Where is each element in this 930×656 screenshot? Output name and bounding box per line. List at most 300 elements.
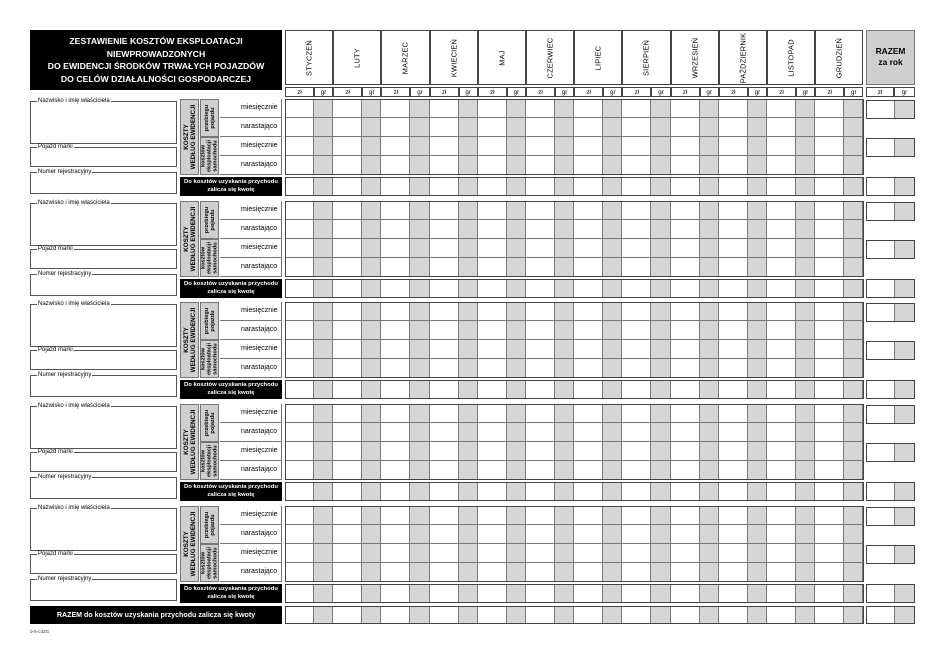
amount-zl-cell[interactable] xyxy=(430,239,459,258)
amount-gr-cell[interactable] xyxy=(700,380,719,399)
amount-gr-cell[interactable] xyxy=(700,177,719,196)
amount-zl-cell[interactable] xyxy=(815,201,844,220)
amount-gr-cell[interactable] xyxy=(700,156,719,175)
registration-number-field[interactable] xyxy=(30,372,177,397)
registration-number-field[interactable] xyxy=(30,474,177,499)
amount-zl-cell[interactable] xyxy=(671,156,700,175)
amount-zl-cell[interactable] xyxy=(430,506,459,525)
amount-zl-cell[interactable] xyxy=(285,118,314,137)
amount-gr-cell[interactable] xyxy=(459,177,478,196)
amount-zl-cell[interactable] xyxy=(285,442,314,461)
amount-gr-cell[interactable] xyxy=(362,461,381,480)
amount-gr-cell[interactable] xyxy=(459,544,478,563)
amount-gr-cell[interactable] xyxy=(507,461,526,480)
amount-gr-cell[interactable] xyxy=(314,563,333,582)
amount-zl-cell[interactable] xyxy=(767,201,796,220)
grand-total-zl-cell[interactable] xyxy=(574,606,603,624)
amount-gr-cell[interactable] xyxy=(507,482,526,501)
amount-zl-cell[interactable] xyxy=(478,220,507,239)
amount-gr-cell[interactable] xyxy=(796,380,815,399)
amount-zl-cell[interactable] xyxy=(815,340,844,359)
grand-total-zl-cell[interactable] xyxy=(815,606,844,624)
amount-gr-cell[interactable] xyxy=(507,442,526,461)
amount-zl-cell[interactable] xyxy=(574,506,603,525)
owner-name-field[interactable] xyxy=(30,301,177,347)
amount-gr-cell[interactable] xyxy=(507,201,526,220)
amount-gr-cell[interactable] xyxy=(410,321,429,340)
amount-gr-cell[interactable] xyxy=(796,359,815,378)
amount-gr-cell[interactable] xyxy=(555,201,574,220)
amount-zl-cell[interactable] xyxy=(574,239,603,258)
amount-gr-cell[interactable] xyxy=(700,302,719,321)
grand-total-gr-cell[interactable] xyxy=(844,606,863,624)
amount-zl-cell[interactable] xyxy=(333,220,362,239)
amount-zl-cell[interactable] xyxy=(430,340,459,359)
amount-zl-cell[interactable] xyxy=(285,220,314,239)
amount-gr-cell[interactable] xyxy=(844,177,863,196)
amount-gr-cell[interactable] xyxy=(844,442,863,461)
amount-zl-cell[interactable] xyxy=(622,201,651,220)
grand-total-zl-cell[interactable] xyxy=(478,606,507,624)
amount-gr-cell[interactable] xyxy=(507,544,526,563)
amount-gr-cell[interactable] xyxy=(603,302,622,321)
amount-zl-cell[interactable] xyxy=(430,118,459,137)
amount-zl-cell[interactable] xyxy=(574,525,603,544)
amount-gr-cell[interactable] xyxy=(748,544,767,563)
amount-zl-cell[interactable] xyxy=(430,544,459,563)
owner-name-field[interactable] xyxy=(30,98,177,144)
amount-gr-cell[interactable] xyxy=(603,239,622,258)
amount-zl-cell[interactable] xyxy=(671,321,700,340)
grand-total-gr-cell[interactable] xyxy=(410,606,429,624)
amount-zl-cell[interactable] xyxy=(767,404,796,423)
amount-zl-cell[interactable] xyxy=(381,563,410,582)
amount-gr-cell[interactable] xyxy=(362,99,381,118)
amount-zl-cell[interactable] xyxy=(526,525,555,544)
amount-gr-cell[interactable] xyxy=(314,461,333,480)
amount-zl-cell[interactable] xyxy=(430,423,459,442)
amount-zl-cell[interactable] xyxy=(671,482,700,501)
amount-gr-cell[interactable] xyxy=(844,302,863,321)
grand-total-zl-cell[interactable] xyxy=(430,606,459,624)
amount-zl-cell[interactable] xyxy=(478,404,507,423)
amount-gr-cell[interactable] xyxy=(796,258,815,277)
amount-zl-cell[interactable] xyxy=(285,584,314,603)
amount-gr-cell[interactable] xyxy=(651,482,670,501)
amount-zl-cell[interactable] xyxy=(478,340,507,359)
amount-zl-cell[interactable] xyxy=(719,563,748,582)
amount-zl-cell[interactable] xyxy=(526,340,555,359)
amount-gr-cell[interactable] xyxy=(555,380,574,399)
amount-zl-cell[interactable] xyxy=(719,544,748,563)
amount-zl-cell[interactable] xyxy=(381,177,410,196)
grand-total-razem-field[interactable] xyxy=(866,606,915,624)
amount-zl-cell[interactable] xyxy=(622,340,651,359)
amount-gr-cell[interactable] xyxy=(651,258,670,277)
amount-zl-cell[interactable] xyxy=(719,118,748,137)
vehicle-make-field[interactable] xyxy=(30,144,177,167)
amount-zl-cell[interactable] xyxy=(526,423,555,442)
amount-gr-cell[interactable] xyxy=(700,321,719,340)
amount-zl-cell[interactable] xyxy=(719,239,748,258)
amount-zl-cell[interactable] xyxy=(574,258,603,277)
amount-gr-cell[interactable] xyxy=(314,302,333,321)
owner-name-field[interactable] xyxy=(30,403,177,449)
amount-gr-cell[interactable] xyxy=(844,584,863,603)
amount-zl-cell[interactable] xyxy=(333,359,362,378)
amount-zl-cell[interactable] xyxy=(526,584,555,603)
amount-gr-cell[interactable] xyxy=(459,423,478,442)
amount-gr-cell[interactable] xyxy=(314,544,333,563)
amount-zl-cell[interactable] xyxy=(671,220,700,239)
amount-zl-cell[interactable] xyxy=(574,220,603,239)
amount-gr-cell[interactable] xyxy=(507,584,526,603)
amount-zl-cell[interactable] xyxy=(574,156,603,175)
amount-zl-cell[interactable] xyxy=(815,137,844,156)
amount-gr-cell[interactable] xyxy=(844,156,863,175)
amount-gr-cell[interactable] xyxy=(651,404,670,423)
amount-zl-cell[interactable] xyxy=(381,404,410,423)
amount-zl-cell[interactable] xyxy=(381,99,410,118)
amount-gr-cell[interactable] xyxy=(844,506,863,525)
amount-zl-cell[interactable] xyxy=(285,506,314,525)
amount-zl-cell[interactable] xyxy=(333,302,362,321)
amount-gr-cell[interactable] xyxy=(555,461,574,480)
amount-zl-cell[interactable] xyxy=(333,177,362,196)
vehicle-make-field[interactable] xyxy=(30,449,177,472)
amount-zl-cell[interactable] xyxy=(574,380,603,399)
amount-zl-cell[interactable] xyxy=(622,380,651,399)
grand-total-gr-cell[interactable] xyxy=(362,606,381,624)
amount-gr-cell[interactable] xyxy=(410,584,429,603)
amount-gr-cell[interactable] xyxy=(410,544,429,563)
amount-gr-cell[interactable] xyxy=(362,544,381,563)
razem-total-field[interactable] xyxy=(866,545,915,564)
amount-gr-cell[interactable] xyxy=(603,137,622,156)
razem-total-field[interactable] xyxy=(866,443,915,462)
amount-zl-cell[interactable] xyxy=(526,239,555,258)
amount-gr-cell[interactable] xyxy=(507,137,526,156)
amount-gr-cell[interactable] xyxy=(362,506,381,525)
amount-zl-cell[interactable] xyxy=(671,99,700,118)
amount-gr-cell[interactable] xyxy=(555,302,574,321)
amount-zl-cell[interactable] xyxy=(430,177,459,196)
amount-gr-cell[interactable] xyxy=(796,201,815,220)
amount-gr-cell[interactable] xyxy=(700,220,719,239)
amount-zl-cell[interactable] xyxy=(381,506,410,525)
amount-zl-cell[interactable] xyxy=(767,177,796,196)
amount-zl-cell[interactable] xyxy=(767,482,796,501)
amount-gr-cell[interactable] xyxy=(507,177,526,196)
amount-zl-cell[interactable] xyxy=(671,118,700,137)
amount-zl-cell[interactable] xyxy=(381,321,410,340)
amount-gr-cell[interactable] xyxy=(507,258,526,277)
amount-zl-cell[interactable] xyxy=(478,442,507,461)
amount-gr-cell[interactable] xyxy=(796,99,815,118)
amount-gr-cell[interactable] xyxy=(796,525,815,544)
amount-gr-cell[interactable] xyxy=(507,423,526,442)
amount-zl-cell[interactable] xyxy=(574,404,603,423)
amount-gr-cell[interactable] xyxy=(748,220,767,239)
amount-zl-cell[interactable] xyxy=(815,380,844,399)
amount-zl-cell[interactable] xyxy=(815,156,844,175)
razem-total-field[interactable] xyxy=(866,202,915,221)
grand-total-gr-cell[interactable] xyxy=(603,606,622,624)
amount-gr-cell[interactable] xyxy=(459,239,478,258)
amount-gr-cell[interactable] xyxy=(700,99,719,118)
amount-gr-cell[interactable] xyxy=(796,302,815,321)
amount-gr-cell[interactable] xyxy=(507,380,526,399)
amount-zl-cell[interactable] xyxy=(574,118,603,137)
amount-zl-cell[interactable] xyxy=(767,359,796,378)
amount-gr-cell[interactable] xyxy=(555,482,574,501)
amount-gr-cell[interactable] xyxy=(507,156,526,175)
amount-zl-cell[interactable] xyxy=(430,461,459,480)
amount-gr-cell[interactable] xyxy=(603,563,622,582)
amount-gr-cell[interactable] xyxy=(651,340,670,359)
amount-zl-cell[interactable] xyxy=(430,99,459,118)
amount-gr-cell[interactable] xyxy=(555,321,574,340)
amount-zl-cell[interactable] xyxy=(767,340,796,359)
amount-gr-cell[interactable] xyxy=(796,442,815,461)
amount-gr-cell[interactable] xyxy=(410,137,429,156)
amount-gr-cell[interactable] xyxy=(410,461,429,480)
amount-gr-cell[interactable] xyxy=(796,404,815,423)
amount-gr-cell[interactable] xyxy=(507,404,526,423)
amount-zl-cell[interactable] xyxy=(478,137,507,156)
amount-gr-cell[interactable] xyxy=(410,563,429,582)
amount-zl-cell[interactable] xyxy=(671,423,700,442)
amount-zl-cell[interactable] xyxy=(526,279,555,298)
razem-total-field[interactable] xyxy=(866,177,915,196)
amount-gr-cell[interactable] xyxy=(362,279,381,298)
amount-zl-cell[interactable] xyxy=(381,220,410,239)
amount-zl-cell[interactable] xyxy=(526,201,555,220)
amount-gr-cell[interactable] xyxy=(796,563,815,582)
amount-zl-cell[interactable] xyxy=(719,201,748,220)
amount-gr-cell[interactable] xyxy=(651,220,670,239)
amount-gr-cell[interactable] xyxy=(314,380,333,399)
amount-zl-cell[interactable] xyxy=(526,482,555,501)
amount-gr-cell[interactable] xyxy=(362,239,381,258)
amount-gr-cell[interactable] xyxy=(362,482,381,501)
amount-zl-cell[interactable] xyxy=(622,482,651,501)
amount-zl-cell[interactable] xyxy=(430,156,459,175)
amount-zl-cell[interactable] xyxy=(478,156,507,175)
amount-zl-cell[interactable] xyxy=(574,340,603,359)
amount-zl-cell[interactable] xyxy=(478,279,507,298)
amount-zl-cell[interactable] xyxy=(430,359,459,378)
amount-gr-cell[interactable] xyxy=(410,423,429,442)
amount-zl-cell[interactable] xyxy=(574,461,603,480)
owner-name-field[interactable] xyxy=(30,505,177,551)
amount-zl-cell[interactable] xyxy=(381,461,410,480)
amount-gr-cell[interactable] xyxy=(459,137,478,156)
amount-gr-cell[interactable] xyxy=(362,563,381,582)
amount-zl-cell[interactable] xyxy=(285,340,314,359)
amount-zl-cell[interactable] xyxy=(381,156,410,175)
amount-zl-cell[interactable] xyxy=(815,359,844,378)
amount-zl-cell[interactable] xyxy=(333,118,362,137)
amount-zl-cell[interactable] xyxy=(285,563,314,582)
amount-zl-cell[interactable] xyxy=(478,99,507,118)
amount-gr-cell[interactable] xyxy=(700,137,719,156)
amount-zl-cell[interactable] xyxy=(719,423,748,442)
amount-gr-cell[interactable] xyxy=(362,525,381,544)
amount-zl-cell[interactable] xyxy=(285,482,314,501)
amount-zl-cell[interactable] xyxy=(333,563,362,582)
amount-gr-cell[interactable] xyxy=(844,258,863,277)
amount-gr-cell[interactable] xyxy=(603,220,622,239)
amount-gr-cell[interactable] xyxy=(314,220,333,239)
amount-zl-cell[interactable] xyxy=(478,482,507,501)
amount-gr-cell[interactable] xyxy=(796,340,815,359)
amount-gr-cell[interactable] xyxy=(748,482,767,501)
amount-zl-cell[interactable] xyxy=(285,544,314,563)
amount-zl-cell[interactable] xyxy=(381,482,410,501)
amount-gr-cell[interactable] xyxy=(459,302,478,321)
amount-gr-cell[interactable] xyxy=(796,423,815,442)
amount-gr-cell[interactable] xyxy=(555,177,574,196)
amount-gr-cell[interactable] xyxy=(651,201,670,220)
amount-zl-cell[interactable] xyxy=(622,279,651,298)
razem-total-field[interactable] xyxy=(866,380,915,399)
amount-gr-cell[interactable] xyxy=(507,563,526,582)
amount-zl-cell[interactable] xyxy=(478,118,507,137)
amount-zl-cell[interactable] xyxy=(478,423,507,442)
amount-zl-cell[interactable] xyxy=(767,258,796,277)
amount-gr-cell[interactable] xyxy=(555,258,574,277)
amount-gr-cell[interactable] xyxy=(748,302,767,321)
amount-gr-cell[interactable] xyxy=(748,340,767,359)
amount-zl-cell[interactable] xyxy=(815,177,844,196)
amount-zl-cell[interactable] xyxy=(574,99,603,118)
amount-zl-cell[interactable] xyxy=(719,442,748,461)
amount-gr-cell[interactable] xyxy=(748,380,767,399)
amount-gr-cell[interactable] xyxy=(700,563,719,582)
amount-gr-cell[interactable] xyxy=(651,380,670,399)
razem-total-field[interactable] xyxy=(866,507,915,526)
amount-gr-cell[interactable] xyxy=(603,258,622,277)
amount-zl-cell[interactable] xyxy=(285,99,314,118)
amount-gr-cell[interactable] xyxy=(314,506,333,525)
amount-gr-cell[interactable] xyxy=(844,201,863,220)
amount-zl-cell[interactable] xyxy=(815,442,844,461)
amount-gr-cell[interactable] xyxy=(459,404,478,423)
amount-zl-cell[interactable] xyxy=(622,359,651,378)
amount-zl-cell[interactable] xyxy=(767,584,796,603)
amount-zl-cell[interactable] xyxy=(478,201,507,220)
vehicle-make-field[interactable] xyxy=(30,551,177,574)
grand-total-zl-cell[interactable] xyxy=(333,606,362,624)
amount-zl-cell[interactable] xyxy=(285,461,314,480)
amount-zl-cell[interactable] xyxy=(815,461,844,480)
amount-gr-cell[interactable] xyxy=(700,359,719,378)
amount-zl-cell[interactable] xyxy=(430,137,459,156)
amount-gr-cell[interactable] xyxy=(314,99,333,118)
amount-gr-cell[interactable] xyxy=(651,506,670,525)
amount-gr-cell[interactable] xyxy=(555,525,574,544)
amount-gr-cell[interactable] xyxy=(748,201,767,220)
amount-gr-cell[interactable] xyxy=(410,258,429,277)
amount-zl-cell[interactable] xyxy=(526,137,555,156)
amount-gr-cell[interactable] xyxy=(603,584,622,603)
amount-zl-cell[interactable] xyxy=(574,442,603,461)
amount-gr-cell[interactable] xyxy=(796,118,815,137)
amount-zl-cell[interactable] xyxy=(430,321,459,340)
amount-gr-cell[interactable] xyxy=(700,118,719,137)
amount-gr-cell[interactable] xyxy=(748,404,767,423)
amount-gr-cell[interactable] xyxy=(748,156,767,175)
amount-gr-cell[interactable] xyxy=(314,525,333,544)
amount-gr-cell[interactable] xyxy=(410,239,429,258)
amount-zl-cell[interactable] xyxy=(430,302,459,321)
amount-zl-cell[interactable] xyxy=(285,177,314,196)
amount-zl-cell[interactable] xyxy=(671,442,700,461)
amount-zl-cell[interactable] xyxy=(381,544,410,563)
amount-zl-cell[interactable] xyxy=(622,584,651,603)
amount-gr-cell[interactable] xyxy=(410,404,429,423)
grand-total-zl-cell[interactable] xyxy=(719,606,748,624)
amount-zl-cell[interactable] xyxy=(815,279,844,298)
amount-gr-cell[interactable] xyxy=(651,177,670,196)
amount-zl-cell[interactable] xyxy=(333,258,362,277)
amount-gr-cell[interactable] xyxy=(459,461,478,480)
amount-zl-cell[interactable] xyxy=(430,482,459,501)
amount-zl-cell[interactable] xyxy=(815,99,844,118)
amount-gr-cell[interactable] xyxy=(362,404,381,423)
amount-zl-cell[interactable] xyxy=(526,302,555,321)
amount-zl-cell[interactable] xyxy=(574,321,603,340)
amount-zl-cell[interactable] xyxy=(574,359,603,378)
amount-zl-cell[interactable] xyxy=(381,359,410,378)
amount-gr-cell[interactable] xyxy=(844,220,863,239)
amount-gr-cell[interactable] xyxy=(700,279,719,298)
amount-zl-cell[interactable] xyxy=(719,340,748,359)
amount-gr-cell[interactable] xyxy=(555,340,574,359)
amount-zl-cell[interactable] xyxy=(767,302,796,321)
registration-number-field[interactable] xyxy=(30,271,177,296)
amount-zl-cell[interactable] xyxy=(430,279,459,298)
amount-gr-cell[interactable] xyxy=(844,359,863,378)
amount-zl-cell[interactable] xyxy=(767,525,796,544)
amount-zl-cell[interactable] xyxy=(719,99,748,118)
amount-gr-cell[interactable] xyxy=(314,177,333,196)
amount-gr-cell[interactable] xyxy=(844,482,863,501)
amount-zl-cell[interactable] xyxy=(574,584,603,603)
amount-gr-cell[interactable] xyxy=(314,201,333,220)
razem-total-field[interactable] xyxy=(866,240,915,259)
amount-gr-cell[interactable] xyxy=(410,380,429,399)
amount-gr-cell[interactable] xyxy=(314,156,333,175)
amount-gr-cell[interactable] xyxy=(410,302,429,321)
amount-zl-cell[interactable] xyxy=(719,220,748,239)
amount-gr-cell[interactable] xyxy=(459,321,478,340)
amount-zl-cell[interactable] xyxy=(815,584,844,603)
amount-gr-cell[interactable] xyxy=(700,442,719,461)
amount-gr-cell[interactable] xyxy=(362,380,381,399)
amount-gr-cell[interactable] xyxy=(459,220,478,239)
amount-gr-cell[interactable] xyxy=(362,220,381,239)
amount-zl-cell[interactable] xyxy=(478,302,507,321)
amount-gr-cell[interactable] xyxy=(748,279,767,298)
amount-gr-cell[interactable] xyxy=(362,156,381,175)
amount-zl-cell[interactable] xyxy=(719,258,748,277)
grand-total-zl-cell[interactable] xyxy=(671,606,700,624)
amount-zl-cell[interactable] xyxy=(767,321,796,340)
amount-zl-cell[interactable] xyxy=(671,302,700,321)
amount-gr-cell[interactable] xyxy=(459,482,478,501)
